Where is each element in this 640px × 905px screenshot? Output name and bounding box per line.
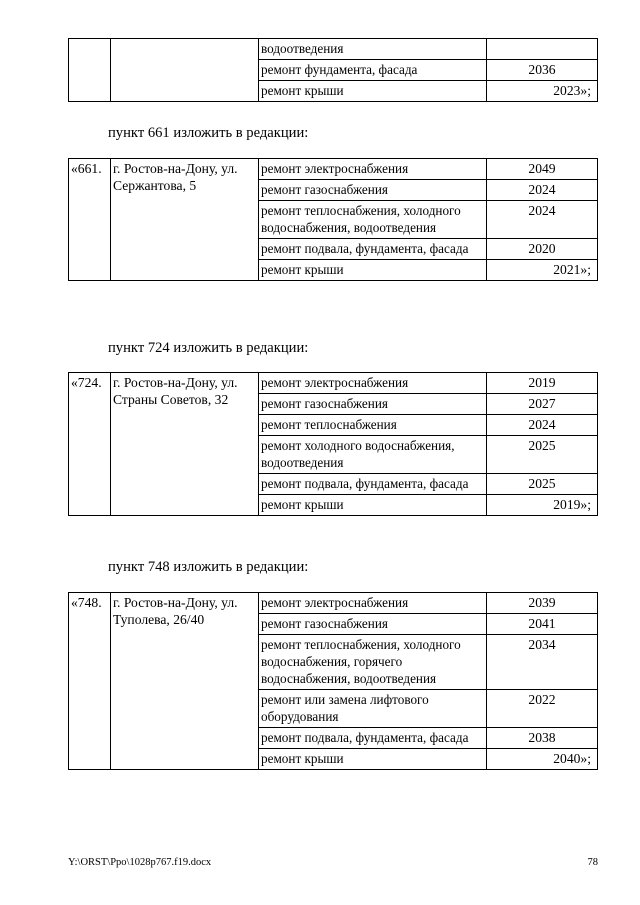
address-cell: г. Ростов-на-Дону, ул. Сержантова, 5 bbox=[111, 159, 259, 281]
year-cell: 2039 bbox=[487, 593, 598, 614]
year-cell: 2022 bbox=[487, 690, 598, 728]
year-cell: 2024 bbox=[487, 415, 598, 436]
year-cell: 2040»; bbox=[487, 749, 598, 770]
item-748-table bbox=[68, 592, 598, 770]
year-cell: 2034 bbox=[487, 635, 598, 690]
work-type-cell: ремонт электроснабжения bbox=[259, 373, 487, 394]
section-caption: пункт 724 изложить в редакции: bbox=[108, 340, 309, 356]
work-type-cell: ремонт электроснабжения bbox=[259, 159, 487, 180]
number-cell: «748. bbox=[69, 593, 111, 770]
work-type-cell: ремонт подвала, фундамента, фасада bbox=[259, 239, 487, 260]
work-type-cell: ремонт электроснабжения bbox=[259, 593, 487, 614]
work-type-cell: ремонт теплоснабжения bbox=[259, 415, 487, 436]
section-caption: пункт 748 изложить в редакции: bbox=[108, 559, 309, 575]
work-type-cell: ремонт теплоснабжения, холодного водоснабжения, водоотведения bbox=[259, 201, 487, 239]
year-cell: 2041 bbox=[487, 614, 598, 635]
table-row bbox=[69, 159, 598, 180]
year-cell: 2019»; bbox=[487, 495, 598, 516]
work-type-cell: ремонт крыши bbox=[259, 749, 487, 770]
year-cell: 2019 bbox=[487, 373, 598, 394]
year-cell: 2024 bbox=[487, 201, 598, 239]
work-type-cell: ремонт холодного водоснабжения, водоотведения bbox=[259, 436, 487, 474]
work-type-cell: ремонт газоснабжения bbox=[259, 394, 487, 415]
year-cell: 2038 bbox=[487, 728, 598, 749]
work-type-cell: ремонт крыши bbox=[259, 81, 487, 102]
year-cell: 2025 bbox=[487, 436, 598, 474]
work-type-cell: водоотведения bbox=[259, 39, 487, 60]
work-type-cell: ремонт крыши bbox=[259, 495, 487, 516]
number-cell bbox=[69, 39, 111, 102]
section-caption: пункт 661 изложить в редакции: bbox=[108, 125, 309, 141]
work-type-cell: ремонт или замена лифтового оборудования bbox=[259, 690, 487, 728]
work-type-cell: ремонт газоснабжения bbox=[259, 180, 487, 201]
work-type-cell: ремонт газоснабжения bbox=[259, 614, 487, 635]
work-type-cell: ремонт теплоснабжения, холодного водоснабжения, горячего водоснабжения, водоотведения bbox=[259, 635, 487, 690]
year-cell: 2020 bbox=[487, 239, 598, 260]
address-cell: г. Ростов-на-Дону, ул. Туполева, 26/40 bbox=[111, 593, 259, 770]
year-cell: 2025 bbox=[487, 474, 598, 495]
work-type-cell: ремонт подвала, фундамента, фасада bbox=[259, 728, 487, 749]
year-cell: 2027 bbox=[487, 394, 598, 415]
year-cell: 2021»; bbox=[487, 260, 598, 281]
year-cell: 2049 bbox=[487, 159, 598, 180]
footer-file-path: Y:\ORST\Ppo\1028p767.f19.docx bbox=[68, 857, 212, 868]
year-cell bbox=[487, 39, 598, 60]
work-type-cell: ремонт фундамента, фасада bbox=[259, 60, 487, 81]
number-cell: «661. bbox=[69, 159, 111, 281]
continued-table bbox=[68, 38, 598, 102]
table-row bbox=[69, 39, 598, 60]
item-661-table bbox=[68, 158, 598, 281]
item-724-table bbox=[68, 372, 598, 516]
year-cell: 2023»; bbox=[487, 81, 598, 102]
year-cell: 2036 bbox=[487, 60, 598, 81]
work-type-cell: ремонт крыши bbox=[259, 260, 487, 281]
table-row bbox=[69, 593, 598, 614]
year-cell: 2024 bbox=[487, 180, 598, 201]
address-cell bbox=[111, 39, 259, 102]
table-row bbox=[69, 373, 598, 394]
work-type-cell: ремонт подвала, фундамента, фасада bbox=[259, 474, 487, 495]
address-cell: г. Ростов-на-Дону, ул. Страны Советов, 32 bbox=[111, 373, 259, 516]
footer-page-number: 78 bbox=[587, 857, 598, 868]
number-cell: «724. bbox=[69, 373, 111, 516]
